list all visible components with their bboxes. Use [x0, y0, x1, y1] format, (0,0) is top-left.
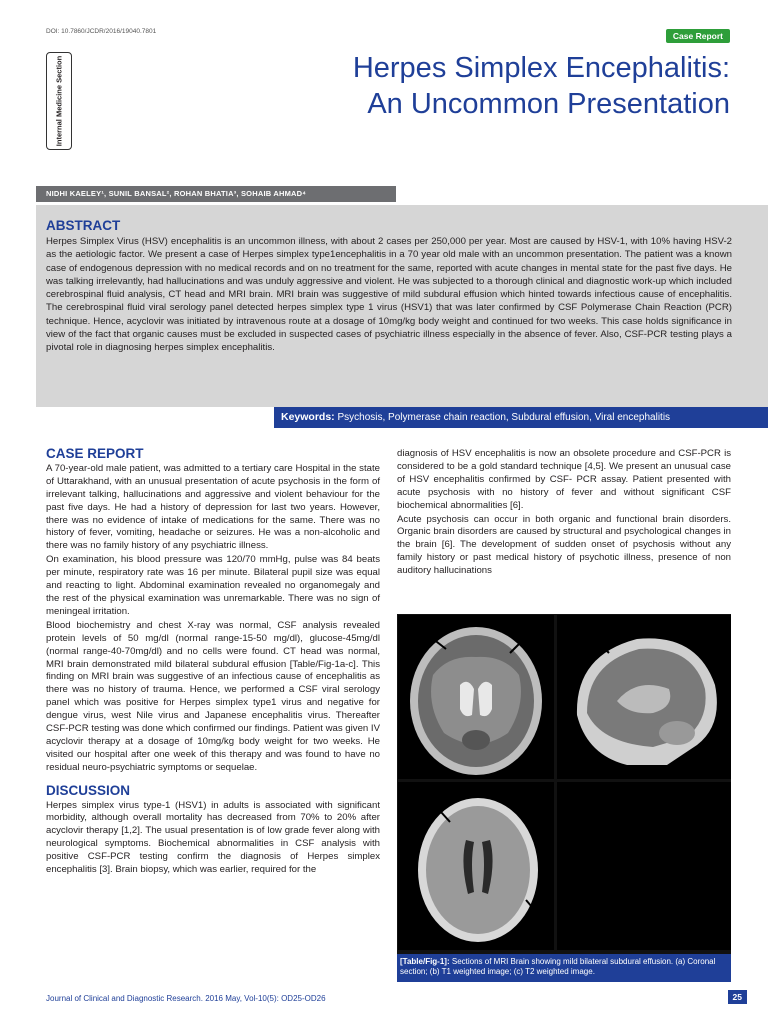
doi: DOI: 10.7860/JCDR/2016/19040.7801	[46, 28, 157, 35]
discussion-paragraph: Herpes simplex virus type-1 (HSV1) in adults is associated with significant morbidity, although overall mortality has decreased from 70% to 20% after acyclovir therapy [1,2]. The usual presentation is of low grade fever along with neurological symptoms. Biochemical abnormalities in CSF analysis with positive CSF-PCR testing confirm the diagnosis of Herpes simplex encephalitis [3]. Brain biopsy, which was earlier, required for the	[46, 799, 380, 876]
authors: NIDHI KAELEY¹, SUNIL BANSAL², ROHAN BHATIA³, SOHAIB AHMAD⁴	[36, 186, 396, 202]
abstract-text: Herpes Simplex Virus (HSV) encephalitis is an uncommon illness, with about 2 cases per 250,000 per year. Most are caused by HSV-1, with 10% having HSV-2 as the aetiologic factor. We present a case of Herpes simplex type1encephalitis in a 70 year old male with an uncommon presentation. The patient was a known case of endogenous depression with no medical records and on no treatment for the same, reported with acute changes in mental state for the past five days. He was talking irrelevantly, had hallucinations and was unduly aggressive and violent. He was subjected to a thorough clinical and diagnostic work-up which included cerebrospinal fluid analysis, CT head and MRI brain. MRI brain was suggestive of mild subdural effusion which hinted towards infectious cause of encephalitis. The cerebrospinal fluid viral serology panel detected herpes simplex type 1 virus (HSV1) that was later confirmed by CSF Polymerase Chain Reaction (PCR) technique. Hence, acyclovir was initiated by intravenous route at a dosage of 10mg/kg body weight and continued for two weeks. This case holds significance in view of the fact that organic causes must be excluded in suspected cases of psychiatric illness especially in the absence of fever. Also, CSF-PCR testing plays a pivotal role in diagnosing herpes simplex encephalitis.	[46, 236, 732, 354]
keywords	[274, 407, 768, 428]
right-paragraph: diagnosis of HSV encephalitis is now an obsolete procedure and CSF-PCR is considered to be a gold standard technique [4,5]. We present an unusual case of HSV encephalitis confirmed by CSF- PCR assay. Patient presented with acute psychosis with no history of fever and without significant CSF biochemical abnormalities [6].	[397, 448, 731, 511]
page-number: 25	[728, 990, 747, 1004]
keywords-label: Keywords:	[281, 411, 335, 423]
discussion-heading: DISCUSSION	[46, 782, 131, 798]
section-label: Internal Medicine Section	[54, 55, 64, 147]
mri-t2-axial-image	[398, 782, 554, 950]
mri-t1-sagittal-image	[557, 615, 731, 779]
figure-label: [Table/Fig-1]:	[400, 957, 450, 966]
case-report-heading: CASE REPORT	[46, 446, 144, 461]
case-report-paragraph: Blood biochemistry and chest X-ray was normal, CSF analysis revealed protein levels of 50 mg/dl (normal range-15-50 mg/dl), glucose-45mg/dl (normal range-40-70mg/dl) and no cells were found. CT head was normal, MRI brain demonstrated mild bilateral subdural effusion [Table/Fig-1a-c]. This finding on MRI brain was suggestive of an infectious cause of encephalitis as there was no history of trauma. Hence, we performed a CSF viral serology panel which was positive for Herpes simplex type1 virus and negative for dengue virus, west Nile virus and Japanese encephalitis virus. Thereafter CSF-PCR testing was done which confirmed our findings. Patient was given IV acyclovir therapy at a dosage of 10mg/kg body weight for two weeks. He visited our hospital after one week of this therapy and was found to have no residual neuro-psychiatric symptoms or sequelae.	[46, 619, 380, 773]
title-line-2: An Uncommon Presentation	[367, 88, 730, 120]
figure-caption	[397, 954, 731, 982]
journal-footer: Journal of Clinical and Diagnostic Research. 2016 May, Vol-10(5): OD25-OD26	[46, 994, 326, 1003]
article-title	[210, 50, 730, 122]
section-tab	[46, 52, 72, 150]
abstract	[36, 205, 768, 407]
left-column	[46, 448, 380, 878]
article-type-badge: Case Report	[666, 29, 730, 43]
right-column	[397, 448, 731, 579]
keywords-text: Psychosis, Polymerase chain reaction, Subdural effusion, Viral encephalitis	[337, 412, 671, 423]
case-report-paragraph: A 70-year-old male patient, was admitted to a tertiary care Hospital in the state of Uttarakhand, with an unusual presentation of acute psychosis in the form of irrelevant talking, hallucinations and aggressive and violent behaviour for the past five days. He had a history of depression for last two years. However, there was no evidence of intake of medications for the same. There was no history of fever, vomiting, headache or seizures. He was a non-alcoholic and there was no family history of any psychiatric illness.	[46, 462, 380, 552]
case-report-paragraph: On examination, his blood pressure was 120/70 mmHg, pulse was 84 beats per minute, respiratory rate was 16 per minute. Bilateral pupil size was equal and reacting to light. Abdominal examination revealed no organomegaly and the rest of the physical examination was unremarkable. There was no sign of meningeal irritation.	[46, 554, 380, 617]
mri-figure	[397, 614, 731, 982]
abstract-heading: ABSTRACT	[46, 218, 121, 233]
mri-coronal-image	[398, 615, 554, 779]
figure-caption-text: Sections of MRI Brain showing mild bilateral subdural effusion. (a) Coronal section; (b) T1 weighted image; (c) T2 weighted image.	[400, 957, 716, 976]
right-paragraph: Acute psychosis can occur in both organic and functional brain disorders. Organic brain disorders are caused by structural and psychological changes in the brain [6]. The development of sudden onset of psychosis without any family history or past medical history of psychotic illness, presence of non auditory hallucinations	[397, 513, 731, 577]
title-line-1: Herpes Simplex Encephalitis:	[352, 52, 730, 84]
blank-panel	[557, 782, 731, 950]
